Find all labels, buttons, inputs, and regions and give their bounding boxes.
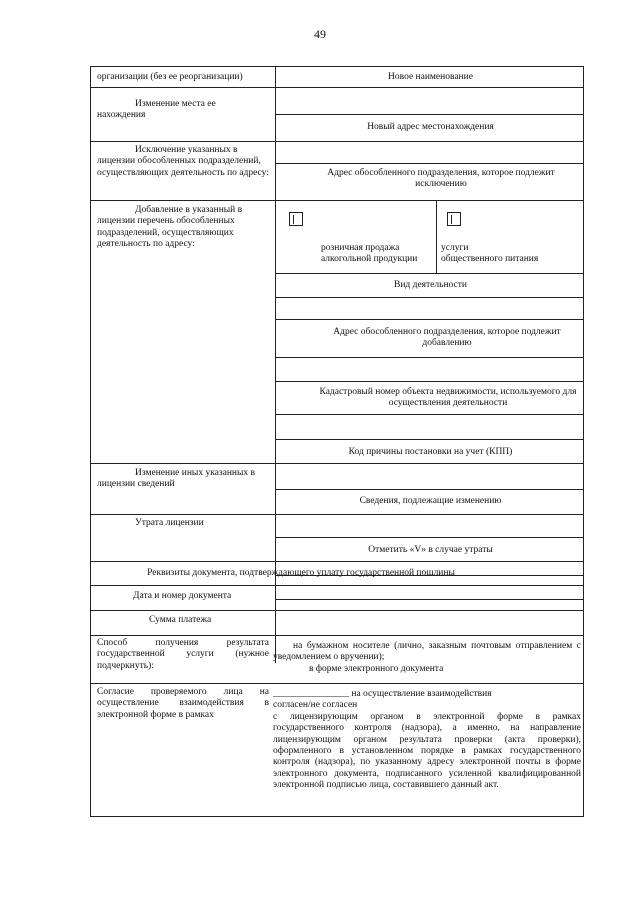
row-divider: [91, 561, 583, 562]
alcohol-retail-label-line1: розничная продажа: [321, 243, 400, 253]
consent-blank[interactable]: ________________: [273, 689, 349, 699]
reorg-label: организации (без ее реорганизации): [97, 72, 243, 82]
row-divider: [91, 463, 583, 464]
electronic-option[interactable]: в форме электронного документа: [309, 663, 444, 674]
receipt-method-label: Способ получения результата государственной услуги (нужное подчеркнуть):: [97, 638, 269, 671]
addition-label-line1: Добавление в указанный в: [135, 205, 243, 215]
field-line: [276, 537, 583, 538]
loss-label: Утрата лицензии: [135, 518, 204, 528]
activity-type-label: Вид деятельности: [393, 280, 467, 290]
row-divider: [91, 585, 583, 586]
field-line: [276, 599, 583, 600]
exclusion-label: [97, 145, 275, 179]
field-line: [276, 114, 583, 115]
row-divider: [91, 514, 583, 515]
field-line: [276, 357, 583, 358]
changed-info-label: Сведения, подлежащие изменению: [359, 496, 502, 506]
addition-label: [97, 205, 275, 251]
field-line: [276, 414, 583, 415]
field-line: [276, 489, 583, 490]
option-divider: [436, 200, 437, 273]
alcohol-retail-label: [321, 243, 417, 266]
row-divider: [91, 141, 583, 142]
row-divider: [91, 200, 583, 201]
catering-label-line2: общественного питания: [441, 254, 539, 265]
alcohol-retail-checkbox[interactable]: [289, 212, 303, 226]
page-number: 49: [314, 27, 326, 41]
payment-date-label: Дата и номер документа: [133, 591, 232, 601]
kpp-label: Код причины постановки на учет (КПП): [348, 447, 513, 457]
license-form-table: [90, 66, 584, 817]
consent-choice: согласен/не согласен: [273, 700, 358, 711]
loss-mark-label: Отметить «V» в случае утраты: [368, 545, 493, 555]
exclusion-label-rest: лицензии обособленных подразделений, осуществляющих деятельность по адресу:: [97, 156, 269, 178]
field-line: [276, 273, 583, 274]
row-divider: [91, 87, 583, 88]
alcohol-retail-label-line2: алкогольной продукции: [321, 254, 418, 265]
field-line: [276, 297, 583, 298]
field-line: [276, 381, 583, 382]
consent-body: с лицензирующим органом в электронной форме в рамках государственного контроля (надзора), а именно, на направление лицензирующим органом результата проверки (акта проверки), оформленного в установленном порядке в рамках государственного контроля (надзора), по указанному адресу электронной почты в форме электронного документа, подписанного усиленной квалифицированной электронной подписью лица, составившего данный акт.: [273, 711, 581, 791]
receipt-method-options: [273, 641, 581, 675]
exclusion-label-line1: Исключение указанных в: [135, 145, 238, 155]
new-address-label: Новый адрес местонахождения: [367, 122, 494, 132]
payment-sum-label: Сумма платежа: [149, 615, 212, 625]
addition-label-rest: лицензии перечень обособленных подразделений, осуществляющих деятельность по адресу:: [97, 216, 235, 250]
field-line: [276, 319, 583, 320]
field-line: [276, 163, 583, 164]
consent-line1-text: на осуществление взаимодействия: [349, 689, 492, 699]
other-changes-label-rest: лицензии сведений: [97, 479, 175, 490]
row-divider: [91, 610, 583, 611]
cadastral-number-label: Кадастровый номер объекта недвижимости, используемого для осуществления деятельности: [319, 387, 577, 409]
row-divider: [91, 683, 583, 684]
other-changes-label-line1: Изменение иных указанных в: [135, 468, 256, 478]
other-changes-label: [97, 468, 275, 491]
consent-line1: [273, 689, 581, 700]
new-name-label: Новое наименование: [388, 72, 473, 82]
excluded-address-label: Адрес обособленного подразделения, которое подлежит исключению: [327, 168, 555, 190]
payment-header: Реквизиты документа, подтверждающего уплату государственной пошлины: [147, 568, 455, 578]
relocation-label: Изменение места ее нахождения: [97, 99, 216, 121]
consent-text: [273, 689, 581, 792]
added-address-label: Адрес обособленного подразделения, которое подлежит добавлению: [333, 327, 561, 349]
field-line: [276, 439, 583, 440]
catering-label-line1: услуги: [441, 243, 469, 253]
catering-label: [441, 243, 538, 266]
paper-option[interactable]: на бумажном носителе (лично, заказным почтовым отправлением с уведомлением о вручении);: [273, 641, 581, 663]
catering-checkbox[interactable]: [447, 212, 461, 226]
row-divider: [91, 635, 583, 636]
consent-label: Согласие проверяемого лица на осуществление взаимодействия в электронной форме в рамках: [97, 687, 269, 720]
